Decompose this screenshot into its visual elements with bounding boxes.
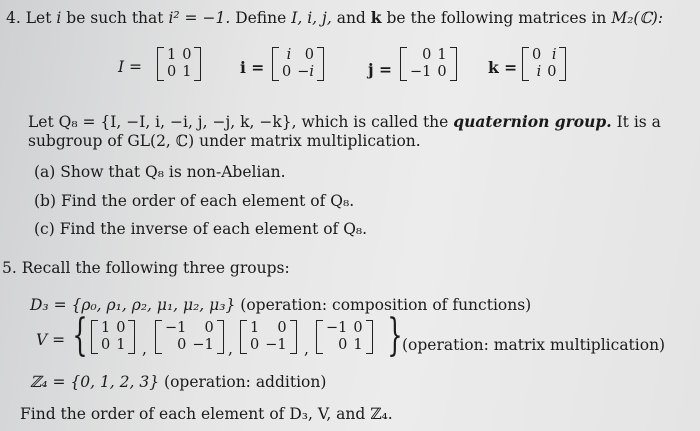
cell: 1 — [167, 47, 177, 63]
cell: 0 — [167, 64, 177, 80]
cell: 1 — [437, 47, 447, 63]
cell: −1 — [192, 337, 214, 353]
problem-4-intro — [6, 8, 663, 27]
d3-set: D₃ = {ρ₀, ρ₁, ρ₂, μ₁, μ₂, μ₃} — [30, 296, 236, 314]
cell: 0 — [182, 47, 192, 63]
cell: 0 — [101, 337, 111, 353]
math-i: i — [56, 9, 62, 27]
cell: 0 — [250, 337, 260, 353]
math-k: k — [370, 8, 382, 27]
problem-number: 5. — [2, 259, 17, 277]
cell: −1 — [165, 320, 187, 336]
cell: 0 — [177, 337, 187, 353]
d3-operation: (operation: composition of functions) — [240, 296, 532, 314]
left-brace: { — [72, 310, 88, 361]
z4-operation: (operation: addition) — [164, 373, 327, 391]
cell: 0 — [282, 64, 292, 80]
cell: 1 — [353, 337, 363, 353]
part-text: Find the inverse of each element of Q₈. — [59, 220, 368, 238]
math-vars: I, i, j, — [291, 9, 332, 27]
text: be such that — [66, 9, 164, 27]
cell: 0 — [304, 47, 315, 63]
part-label: (b) — [34, 192, 57, 210]
matrix-label-i: i = — [240, 58, 265, 77]
cell: i — [536, 64, 542, 80]
matrix-label-I: I = — [118, 58, 143, 76]
v-matrix-1 — [91, 320, 135, 354]
matrix-k — [522, 47, 566, 81]
cell: 0 — [338, 337, 348, 353]
v-operation: (operation: matrix multiplication) — [402, 336, 666, 354]
text: be the following matrices in — [386, 9, 607, 27]
q8-definition-line1 — [28, 112, 661, 131]
part-text: Find the order of each element of Q₈. — [60, 192, 355, 210]
cell: 0 — [422, 47, 432, 63]
cell: 1 — [182, 64, 192, 80]
term-quaternion-group: quaternion group. — [453, 112, 612, 131]
cell: 0 — [116, 320, 126, 336]
matrix-label-j: j = — [368, 60, 392, 79]
right-brace: } — [387, 310, 403, 361]
part-label: (c) — [34, 220, 55, 238]
text: Let — [25, 9, 52, 27]
cell: −1 — [410, 64, 432, 80]
final-instruction: Find the order of each element of D₃, V, and ℤ₄. — [20, 405, 393, 423]
matrix-label-k: k = — [488, 58, 518, 77]
comma: , — [228, 340, 233, 358]
q8-definition-line2: subgroup of GL(2, ℂ) under matrix multiplication. — [28, 132, 421, 150]
cell: 0 — [547, 64, 557, 80]
part-b — [34, 192, 354, 210]
cell: −1 — [265, 337, 287, 353]
v-matrix-2 — [155, 320, 224, 354]
matrix-j — [400, 47, 457, 81]
cell: −i — [297, 64, 315, 80]
v-label: V = — [36, 331, 66, 349]
cell: 1 — [250, 320, 260, 336]
problem-5-intro — [2, 259, 290, 277]
comma: , — [142, 340, 147, 358]
text: It is a — [616, 113, 661, 131]
cell: 0 — [353, 320, 363, 336]
part-text: Show that Q₈ is non-Abelian. — [60, 163, 286, 181]
matrix-i — [272, 47, 324, 81]
text: Define — [235, 9, 287, 27]
v-matrix-3 — [240, 320, 297, 354]
v-matrix-4 — [316, 320, 373, 354]
cell: 0 — [532, 47, 542, 63]
part-label: (a) — [34, 163, 56, 181]
comma: , — [304, 340, 309, 358]
text: and — [336, 9, 366, 27]
matrix-I — [157, 47, 201, 81]
cell: i — [551, 47, 557, 63]
text: Let Q₈ = {I, −I, i, −i, j, −j, k, −k}, which is called the — [28, 113, 449, 131]
math-space: M₂(ℂ): — [611, 9, 664, 27]
cell: 1 — [101, 320, 111, 336]
cell: 0 — [277, 320, 287, 336]
cell: −1 — [326, 320, 348, 336]
z4-line — [30, 373, 326, 391]
cell: 1 — [116, 337, 126, 353]
cell: i — [286, 47, 292, 63]
z4-set: ℤ₄ = {0, 1, 2, 3} — [30, 373, 160, 391]
text: Recall the following three groups: — [21, 259, 290, 277]
problem-number: 4. — [6, 9, 21, 27]
math-eq: i² = −1. — [168, 9, 231, 27]
d3-line — [30, 296, 531, 314]
part-c — [34, 220, 367, 238]
part-a — [34, 163, 286, 181]
cell: 0 — [204, 320, 214, 336]
cell: 0 — [437, 64, 447, 80]
